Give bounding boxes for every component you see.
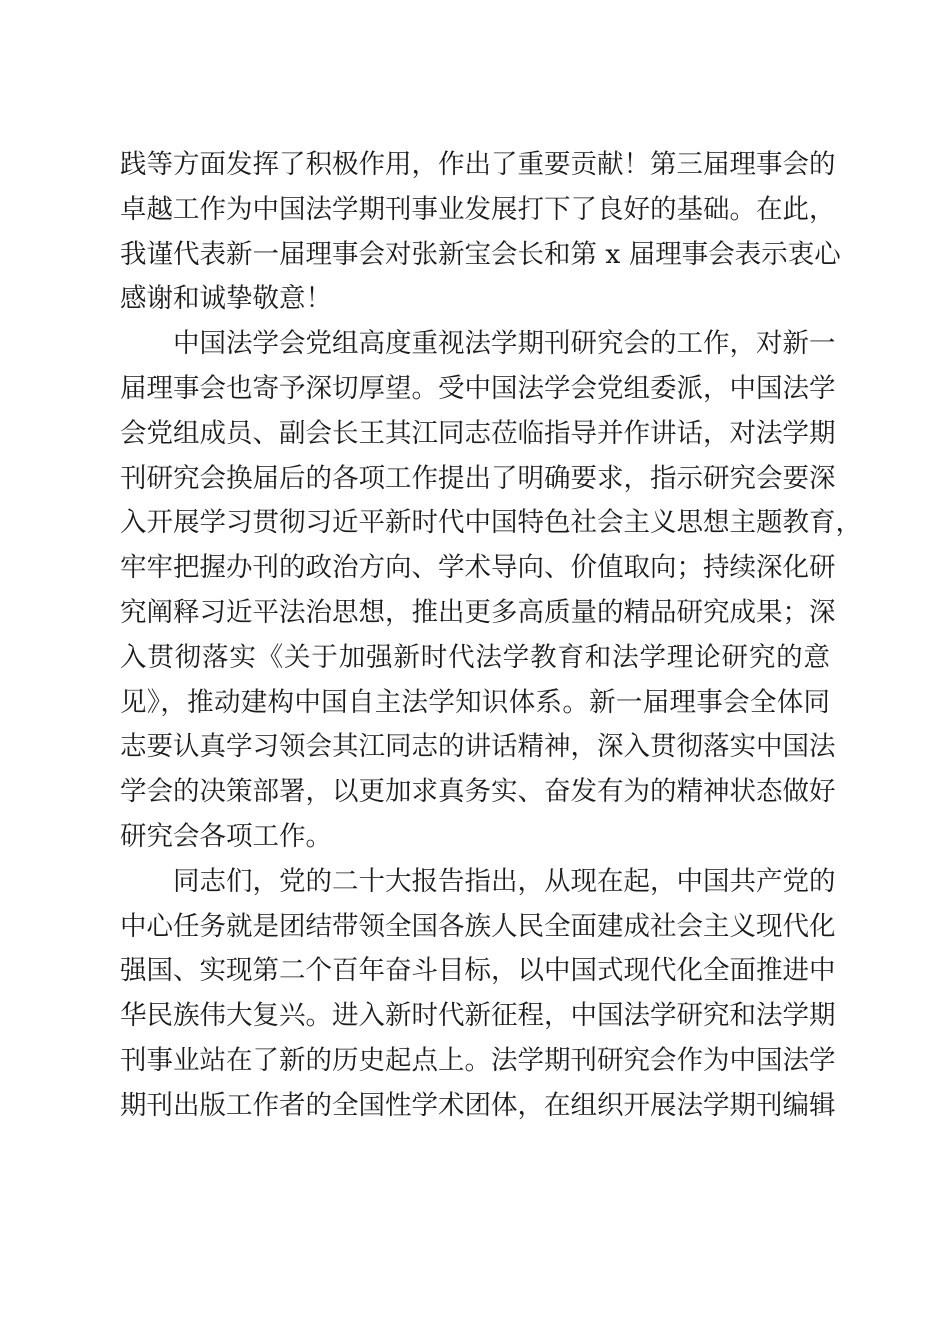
text-line: 中心任务就是团结带领全国各族人民全面建成社会主义现代化 (120, 910, 836, 942)
text-line: 牢牢把握办刊的政治方向、学术导向、价值取向；持续深化研 (120, 552, 836, 584)
text-line: 中国法学会党组高度重视法学期刊研究会的工作，对新一 (173, 328, 836, 360)
text-line: 华民族伟大复兴。进入新时代新征程，中国法学研究和法学期 (120, 1000, 836, 1032)
text-line: 志要认真学习领会其江同志的讲话精神，深入贯彻落实中国法 (120, 731, 836, 763)
text-line: 刊事业站在了新的历史起点上。法学期刊研究会作为中国法学 (120, 1044, 836, 1076)
text-line: 强国、实现第二个百年奋斗目标，以中国式现代化全面推进中 (120, 955, 836, 987)
text-line: 期刊出版工作者的全国性学术团体，在组织开展法学期刊编辑 (120, 1089, 836, 1121)
text-line: 刊研究会换届后的各项工作提出了明确要求，指示研究会要深 (120, 462, 836, 494)
text-line: 入开展学习贯彻习近平新时代中国特色社会主义思想主题教育， (120, 507, 862, 539)
text-line: 入贯彻落实《关于加强新时代法学教育和法学理论研究的意 (120, 641, 830, 673)
text-line: 践等方面发挥了积极作用，作出了重要贡献！第三届理事会的 (120, 149, 836, 180)
text-line: 会党组成员、副会长王其江同志莅临指导并作讲话，对法学期 (120, 417, 836, 449)
text-line: 究阐释习近平法治思想，推出更多高质量的精品研究成果；深 (120, 596, 836, 628)
text-line: 我谨代表新一届理事会对张新宝会长和第 x 届理事会表示衷心 (120, 238, 841, 270)
text-line: 感谢和诚挚敬意！ (120, 283, 332, 315)
text-line: 见》，推动建构中国自主法学知识体系。新一届理事会全体同 (120, 686, 830, 718)
text-line: 卓越工作为中国法学期刊事业发展打下了良好的基础。在此， (120, 193, 836, 225)
text-line: 届理事会也寄予深切厚望。受中国法学会党组委派，中国法学 (120, 372, 836, 404)
text-line: 学会的决策部署，以更加求真务实、奋发有为的精神状态做好 (120, 776, 836, 808)
text-line: 研究会各项工作。 (120, 820, 332, 852)
text-line: 同志们，党的二十大报告指出，从现在起，中国共产党的 (173, 865, 836, 897)
document-body (120, 143, 862, 1129)
